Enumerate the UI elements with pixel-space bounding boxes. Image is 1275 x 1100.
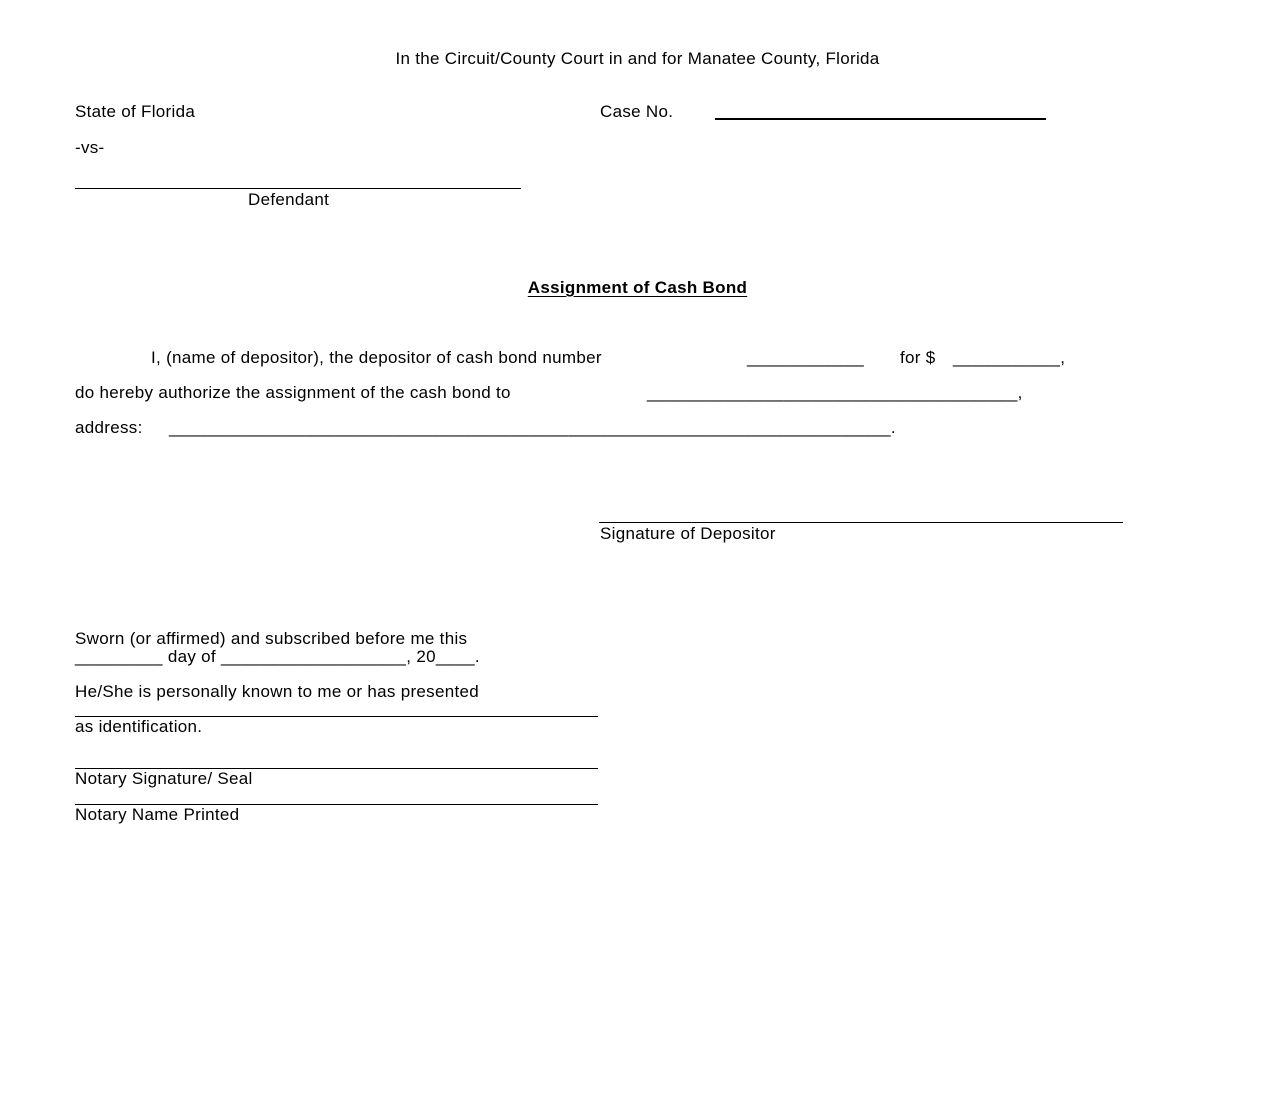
notary-signature-label: Notary Signature/ Seal [75,769,253,788]
address-label: address: [75,418,143,437]
court-header: In the Circuit/County Court in and for Manatee County, Florida [395,49,880,68]
body-line2-text: do hereby authorize the assignment of the cash bond to [75,383,511,402]
sworn-date-line[interactable]: _________ day of ___________________, 20____. [75,647,480,666]
assignee-blank[interactable]: ______________________________________, [647,383,1023,402]
bond-amount-blank[interactable]: ___________, [953,348,1066,367]
depositor-signature-line[interactable] [599,522,1123,523]
plaintiff-name: State of Florida [75,102,196,121]
body-line1-for: for $ [900,348,936,367]
bond-number-blank[interactable]: ____________ [747,348,865,367]
personally-known-statement: He/She is personally known to me or has presented [75,682,480,701]
sworn-statement: Sworn (or affirmed) and subscribed before me this [75,629,468,648]
identification-label: as identification. [75,717,203,736]
body-line1-text: I, (name of depositor), the depositor of cash bond number [151,348,602,367]
case-number-line[interactable] [715,118,1046,120]
depositor-signature-label: Signature of Depositor [600,524,776,543]
defendant-label: Defendant [248,190,330,209]
versus-label: -vs- [75,138,105,157]
defendant-name-line[interactable] [75,188,521,189]
document-title: Assignment of Cash Bond [527,278,748,297]
address-blank[interactable]: __________________________________________________________________________. [169,418,896,437]
case-number-label: Case No. [600,102,674,121]
notary-name-label: Notary Name Printed [75,805,240,824]
